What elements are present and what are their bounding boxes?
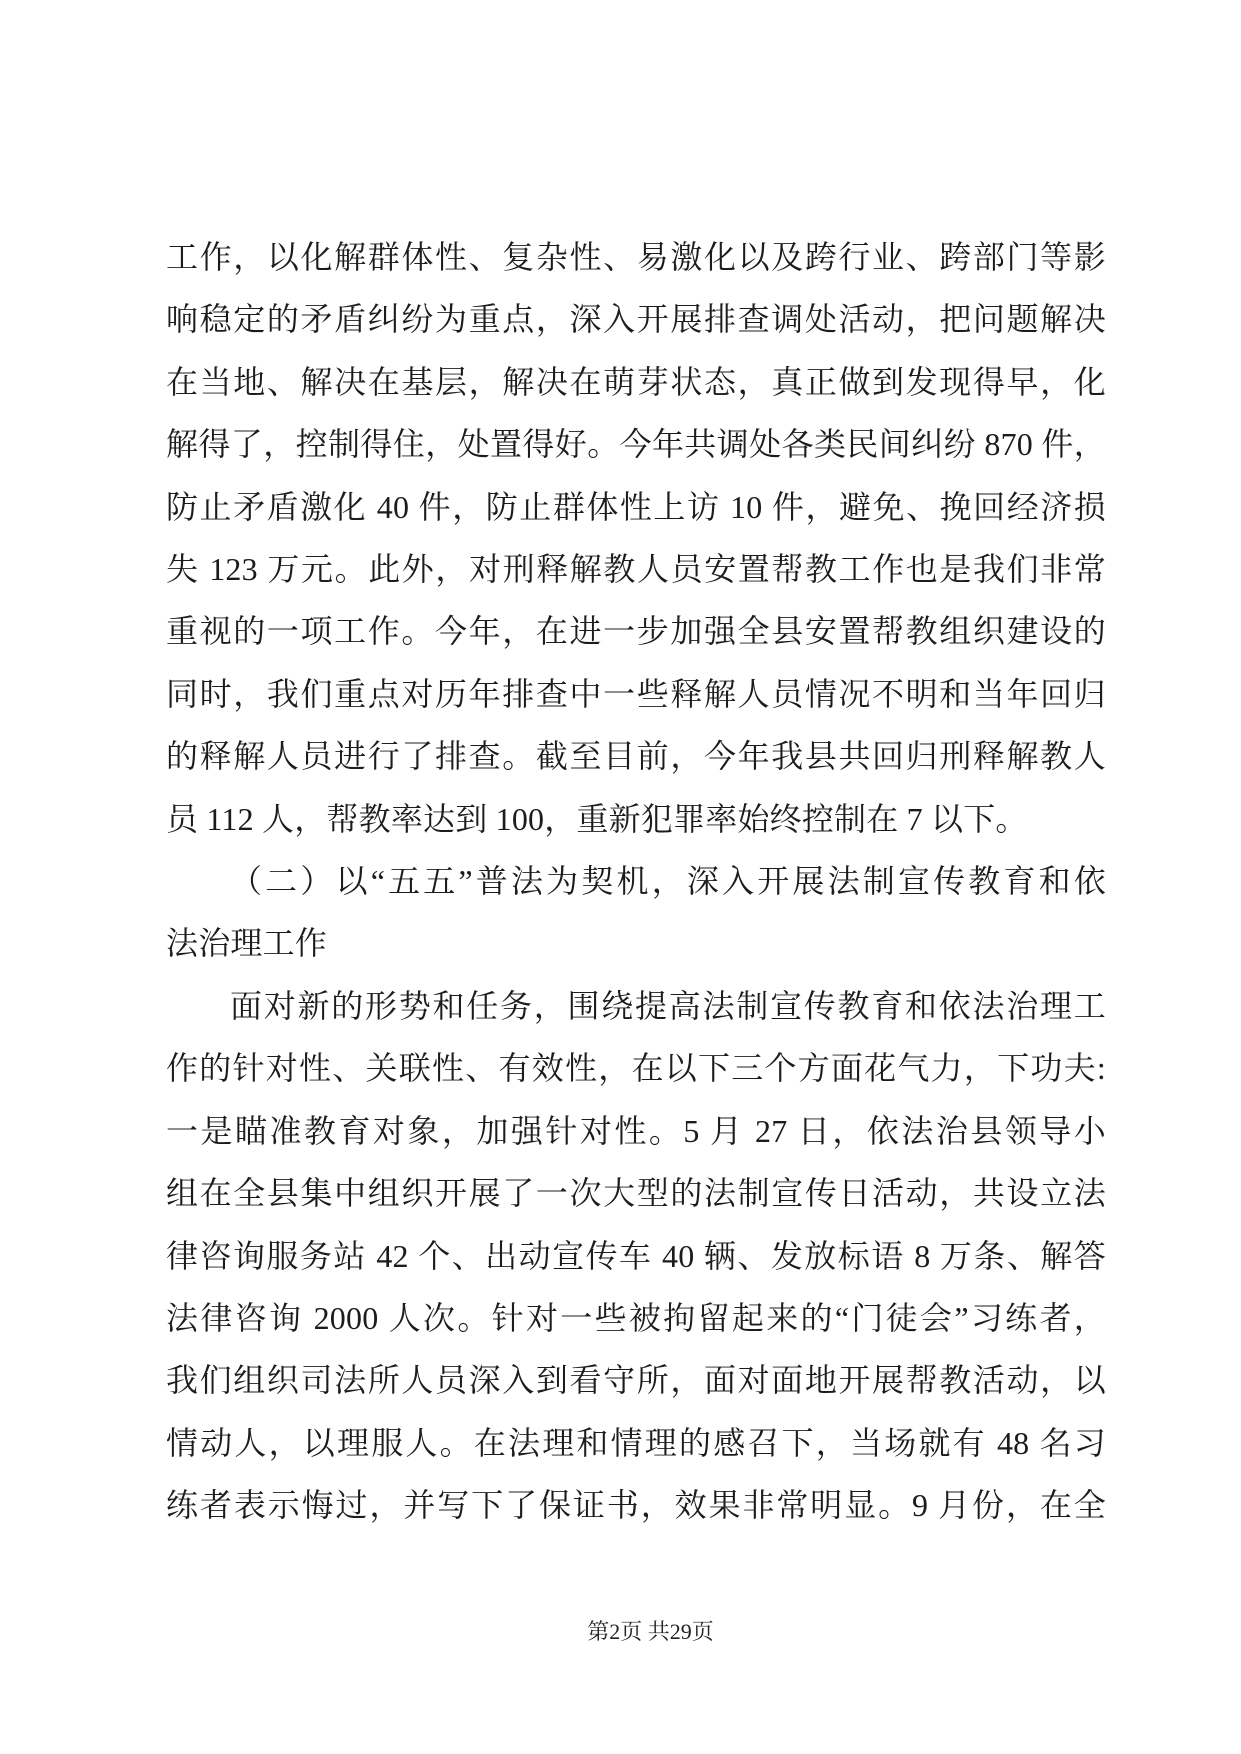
- section-heading-line: （二）以“五五”普法为契机，深入开展法制宣传教育和依: [230, 863, 1106, 900]
- body-line: 律咨询服务站 42 个、出动宣传车 40 辆、发放标语 8 万条、解答: [166, 1237, 1106, 1274]
- body-line: 作的针对性、关联性、有效性，在以下三个方面花气力，下功夫:: [166, 1050, 1106, 1087]
- body-line: 同时，我们重点对历年排查中一些释解人员情况不明和当年回归: [166, 675, 1106, 712]
- body-line: 面对新的形势和任务，围绕提高法制宣传教育和依法治理工: [230, 987, 1106, 1024]
- body-line: 重视的一项工作。今年，在进一步加强全县安置帮教组织建设的: [166, 613, 1106, 650]
- body-line: 在当地、解决在基层，解决在萌芽状态，真正做到发现得早，化: [166, 363, 1106, 400]
- body-line: 一是瞄准教育对象，加强针对性。5 月 27 日，依法治县领导小: [166, 1112, 1106, 1149]
- body-line: 失 123 万元。此外，对刑释解教人员安置帮教工作也是我们非常: [166, 551, 1106, 588]
- body-line: 响稳定的矛盾纠纷为重点，深入开展排查调处活动，把问题解决: [166, 301, 1106, 338]
- document-body: [166, 226, 1106, 1537]
- page-number: 第2页 共29页: [587, 1619, 714, 1644]
- page-footer: [30, 1617, 1241, 1647]
- body-line: 情动人，以理服人。在法理和情理的感召下，当场就有 48 名习: [166, 1424, 1106, 1461]
- body-line: 练者表示悔过，并写下了保证书，效果非常明显。9 月份，在全: [166, 1487, 1106, 1524]
- body-line: 员 112 人，帮教率达到 100，重新犯罪率始终控制在 7 以下。: [166, 800, 1028, 837]
- body-line: 的释解人员进行了排查。截至目前，今年我县共回归刑释解教人: [166, 738, 1106, 775]
- body-line: 工作，以化解群体性、复杂性、易激化以及跨行业、跨部门等影: [166, 239, 1106, 275]
- body-line: 我们组织司法所人员深入到看守所，面对面地开展帮教活动，以: [166, 1362, 1106, 1399]
- section-heading-line: 法治理工作: [166, 925, 328, 962]
- body-line: 法律咨询 2000 人次。针对一些被拘留起来的“门徒会”习练者，: [166, 1299, 1106, 1336]
- body-line: 组在全县集中组织开展了一次大型的法制宣传日活动，共设立法: [166, 1175, 1106, 1212]
- body-line: 解得了，控制得住，处置得好。今年共调处各类民间纠纷 870 件，: [166, 426, 1106, 463]
- body-line: 防止矛盾激化 40 件，防止群体性上访 10 件，避免、挽回经济损: [166, 488, 1106, 525]
